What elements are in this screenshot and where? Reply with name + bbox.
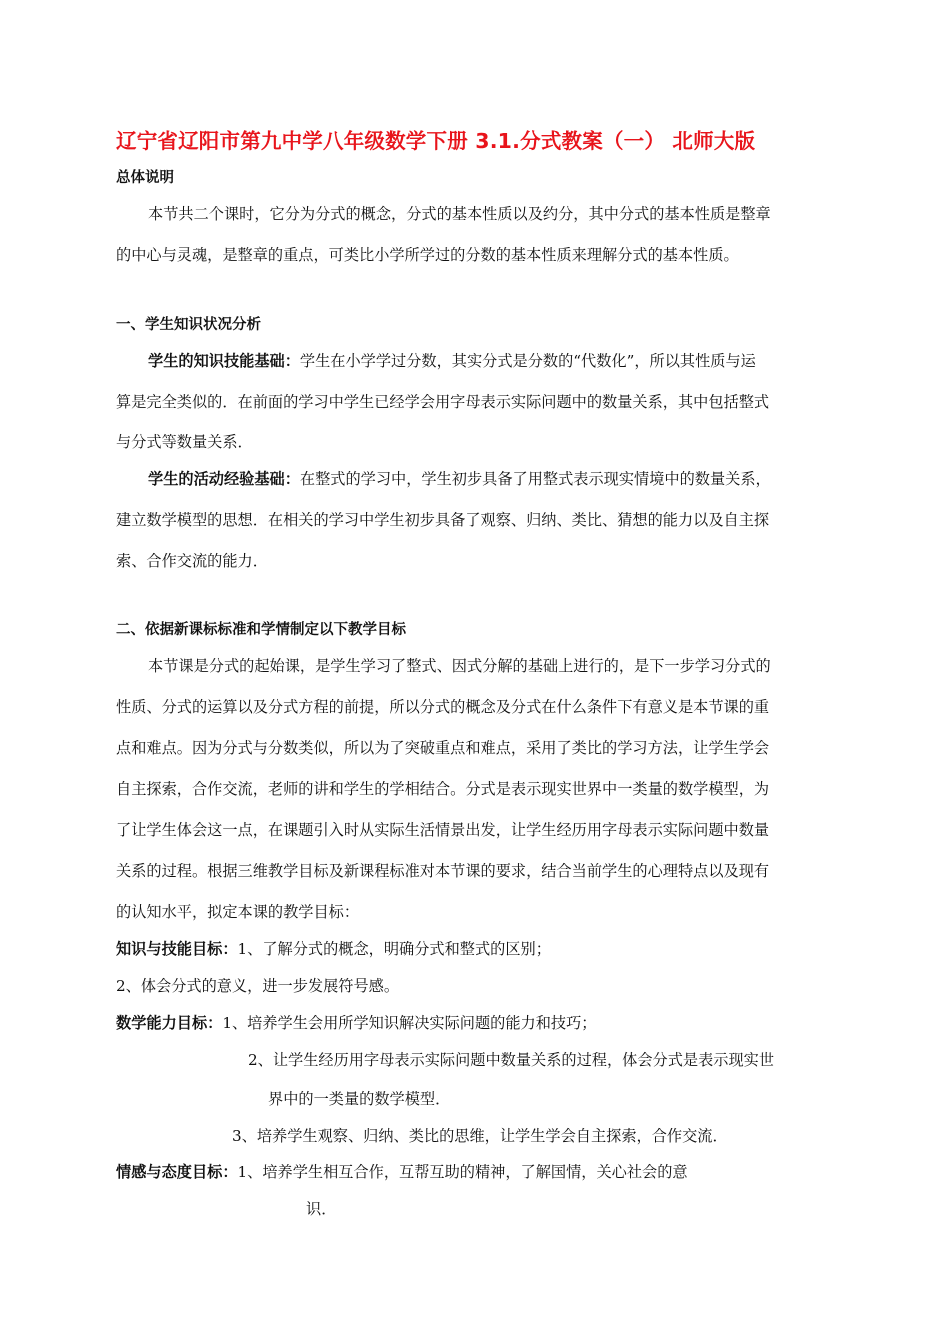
emotion-goal-label: 情感与态度目标： xyxy=(116,1163,238,1181)
section1-p1-line-2: 算是完全类似的．在前面的学习中学生已经学会用字母表示实际问题中的数量关系，其中包括整式 xyxy=(116,393,770,411)
ability-goal-line-1 xyxy=(116,1013,596,1033)
emotion-goal-1b: 识． xyxy=(306,1200,337,1218)
knowledge-skill-label: 学生的知识技能基础： xyxy=(148,352,300,370)
section1-heading: 一、学生知识状况分析 xyxy=(116,317,261,333)
section1-p2-line-1 xyxy=(148,469,771,489)
knowledge-goal-2: 2、体会分式的意义，进一步发展符号感。 xyxy=(116,977,400,995)
activity-experience-label: 学生的活动经验基础： xyxy=(148,470,300,488)
section1-p2-line-3: 索、合作交流的能力． xyxy=(116,552,268,570)
section1-p1-line-1 xyxy=(148,351,756,371)
ability-goal-2b: 界中的一类量的数学模型． xyxy=(268,1090,451,1108)
ability-goal-3: 3、培养学生观察、归纳、类比的思维，让学生学会自主探索，合作交流． xyxy=(232,1127,728,1145)
overview-line-2: 的中心与灵魂，是整章的重点，可类比小学所学过的分数的基本性质来理解分式的基本性质。 xyxy=(116,246,739,264)
ability-goal-2a: 2、让学生经历用字母表示实际问题中数量关系的过程，体会分式是表示现实世 xyxy=(248,1051,775,1069)
section2-line-6: 关系的过程。根据三维教学目标及新课程标准对本节课的要求，结合当前学生的心理特点以及现有 xyxy=(116,862,770,880)
section2-heading: 二、依据新课标标准和学情制定以下教学目标 xyxy=(116,622,406,638)
section1-p1-line-3: 与分式等数量关系． xyxy=(116,433,253,451)
ability-goal-1: 1、培养学生会用所学知识解决实际问题的能力和技巧； xyxy=(222,1014,597,1032)
ability-goal-label: 数学能力目标： xyxy=(116,1014,223,1032)
section1-p1-text-1: 学生在小学学过分数，其实分式是分数的“代数化”，所以其性质与运 xyxy=(299,352,756,370)
overview-heading: 总体说明 xyxy=(116,170,174,186)
section2-line-3: 点和难点。因为分式与分数类似，所以为了突破重点和难点，采用了类比的学习方法，让学生学会 xyxy=(116,739,770,757)
knowledge-goal-label: 知识与技能目标： xyxy=(116,940,238,958)
section2-line-1: 本节课是分式的起始课，是学生学习了整式、因式分解的基础上进行的，是下一步学习分式的 xyxy=(148,657,771,675)
section2-line-5: 了让学生体会这一点，在课题引入时从实际生活情景出发，让学生经历用字母表示实际问题中数量 xyxy=(116,821,770,839)
section1-p2-line-2: 建立数学模型的思想．在相关的学习中学生初步具备了观察、归纳、类比、猜想的能力以及自主探 xyxy=(116,511,770,529)
section2-line-4: 自主探索，合作交流，老师的讲和学生的学相结合。分式是表示现实世界中一类量的数学模型，为 xyxy=(116,780,770,798)
overview-line-1: 本节共二个课时，它分为分式的概念，分式的基本性质以及约分，其中分式的基本性质是整章 xyxy=(148,205,771,223)
knowledge-goal-line-1 xyxy=(116,939,551,959)
section1-p2-text-1: 在整式的学习中，学生初步具备了用整式表示现实情境中的数量关系， xyxy=(299,470,771,488)
emotion-goal-1a: 1、培养学生相互合作，互帮互助的精神，了解国情，关心社会的意 xyxy=(237,1163,688,1181)
knowledge-goal-1: 1、了解分式的概念，明确分式和整式的区别； xyxy=(237,940,551,958)
section2-line-7: 的认知水平，拟定本课的教学目标： xyxy=(116,903,359,921)
section2-line-2: 性质、分式的运算以及分式方程的前提，所以分式的概念及分式在什么条件下有意义是本节课的重 xyxy=(116,698,770,716)
emotion-goal-line-1 xyxy=(116,1162,688,1182)
document-title: 辽宁省辽阳市第九中学八年级数学下册 3.1.分式教案（一） 北师大版 xyxy=(116,129,756,153)
